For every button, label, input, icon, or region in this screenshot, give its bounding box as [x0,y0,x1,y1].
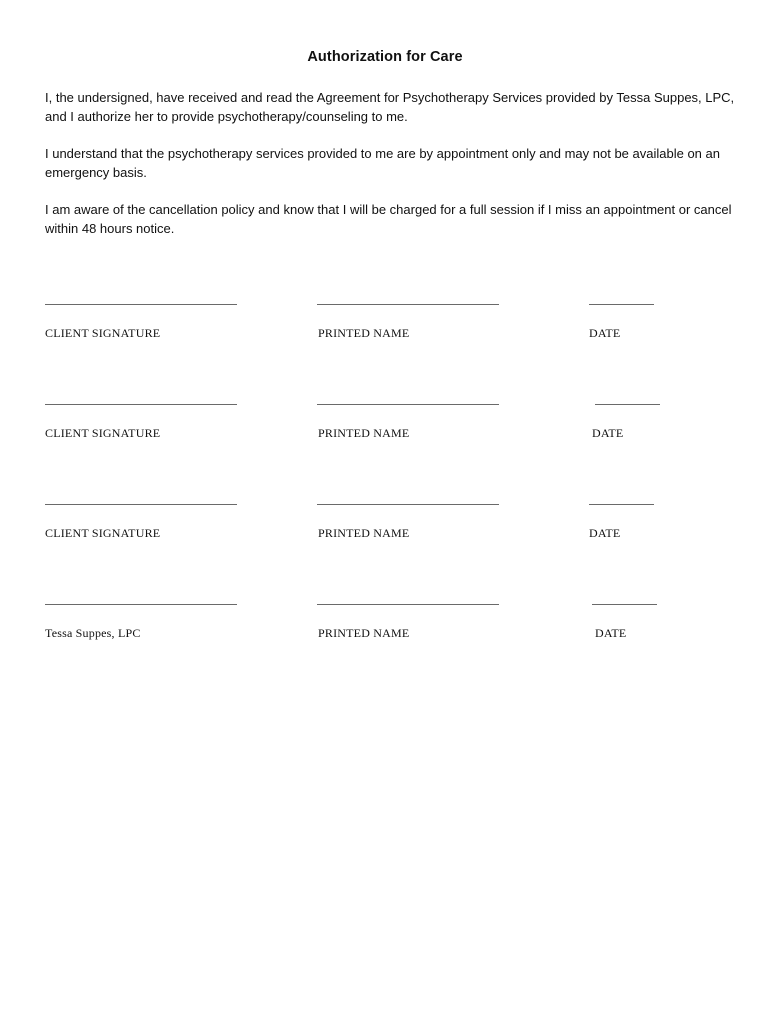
date-line[interactable] [589,304,654,305]
authorization-paragraph: I, the undersigned, have received and read the Agreement for Psychotherapy Services provided by Tessa Suppes, LPC, and I authorize her to provide psychotherapy/counseling to me. [45,90,735,124]
printed-name-line[interactable] [317,504,499,505]
date-label: DATE [589,326,621,340]
cancellation-paragraph: I am aware of the cancellation policy and know that I will be charged for a full session if I miss an appointment or cancel within 48 hours notice. [45,202,732,236]
printed-name-line[interactable] [317,304,499,305]
client-signature-line[interactable] [45,304,237,305]
client-signature-label: CLIENT SIGNATURE [45,426,161,440]
date-label: DATE [589,526,621,540]
therapist-signature-label: Tessa Suppes, LPC [45,626,141,640]
date-label: DATE [592,426,624,440]
therapist-signature-line[interactable] [45,604,237,605]
date-line[interactable] [595,404,660,405]
printed-name-line[interactable] [317,604,499,605]
printed-name-line[interactable] [317,404,499,405]
client-signature-label: CLIENT SIGNATURE [45,526,161,540]
client-signature-line[interactable] [45,404,237,405]
date-label: DATE [595,626,627,640]
date-line[interactable] [589,504,654,505]
client-signature-label: CLIENT SIGNATURE [45,326,161,340]
client-signature-line[interactable] [45,504,237,505]
appointment-paragraph: I understand that the psychotherapy services provided to me are by appointment only and may not be available on an emergency basis. [45,146,720,180]
printed-name-label: PRINTED NAME [318,326,410,340]
date-line[interactable] [592,604,657,605]
printed-name-label: PRINTED NAME [318,626,410,640]
printed-name-label: PRINTED NAME [318,526,410,540]
document-title: Authorization for Care [307,49,463,65]
printed-name-label: PRINTED NAME [318,426,410,440]
